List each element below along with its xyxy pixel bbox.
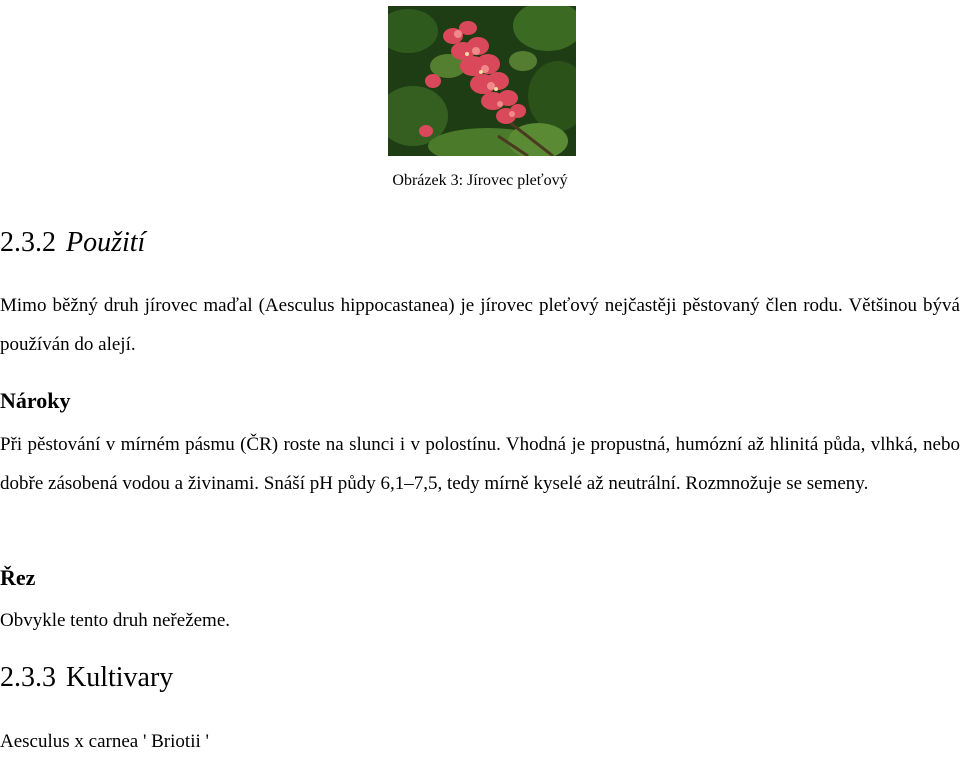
pruning-paragraph: Obvykle tento druh neřežeme. — [0, 610, 231, 631]
section-heading-use — [0, 226, 145, 260]
section-title: Kultivary — [66, 662, 174, 693]
requirements-heading: Nároky — [0, 388, 71, 413]
requirements-paragraph: Při pěstování v mírném pásmu (ČR) roste na slunci i v polostínu. Vhodná je propustná, humózní až hlinitá půda, vlhká, nebo dobře zásobená vodou a živinami. Snáší pH půdy 6,1–7,5, tedy mírně kyselé až neutrální. Rozmnožuje se semeny. — [0, 434, 960, 494]
section-title: Použití — [66, 227, 146, 258]
section-number: 2.3.3 — [0, 662, 56, 693]
flower-photo — [388, 6, 576, 156]
cultivar-item: Aesculus x carnea ' Briotii ' — [0, 731, 209, 752]
pruning-heading: Řez — [0, 565, 36, 590]
use-paragraph: Mimo běžný druh jírovec maďal (Aesculus hippocastanea) je jírovec pleťový nejčastěji pěstovaný člen rodu. Většinou bývá používán do alejí. — [0, 295, 960, 355]
section-number: 2.3.2 — [0, 227, 56, 258]
figure-caption: Obrázek 3: Jírovec pleťový — [392, 172, 568, 189]
section-heading-cultivars — [0, 661, 173, 695]
